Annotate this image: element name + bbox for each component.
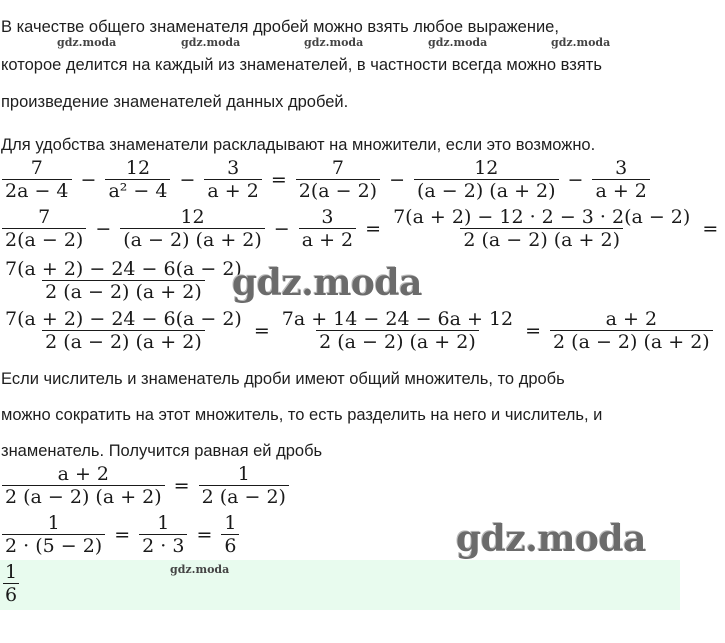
fraction <box>296 157 380 202</box>
equation <box>0 308 715 353</box>
fraction <box>120 206 265 251</box>
numerator: a + 2 <box>605 308 658 330</box>
operator: − <box>567 168 584 191</box>
fraction <box>2 463 165 508</box>
numerator: 1 <box>157 512 170 534</box>
denominator: 2a − 4 <box>2 179 72 202</box>
fraction <box>592 157 649 202</box>
denominator: 2(a − 2) <box>296 179 380 202</box>
numerator: 7 <box>331 157 344 179</box>
watermark: gdz.moda <box>181 36 241 49</box>
numerator: 1 <box>47 512 60 534</box>
text-line: Если числитель и знаменатель дроби имеют общий множитель, то дробь <box>1 370 565 388</box>
denominator: 6 <box>221 534 239 557</box>
fraction <box>279 308 516 353</box>
answer-fraction <box>3 561 19 606</box>
watermark: gdz.moda <box>232 262 422 304</box>
numerator: 12 <box>180 206 205 228</box>
text-line: можно сократить на этот множитель, то есть разделить на него и числитель, и <box>1 406 603 424</box>
numerator: 12 <box>474 157 499 179</box>
numerator: 1 <box>237 463 250 485</box>
watermark: gdz.moda <box>170 563 230 576</box>
numerator: a + 2 <box>57 463 110 485</box>
denominator: 2(a − 2) <box>2 228 86 251</box>
denominator: 2 · (5 − 2) <box>2 534 105 557</box>
denominator: 2 · 3 <box>139 534 187 557</box>
answer-box <box>0 560 680 610</box>
denominator: (a − 2) (a + 2) <box>414 179 559 202</box>
fraction <box>390 206 693 251</box>
denominator: 2 (a − 2) (a + 2) <box>550 330 713 353</box>
fraction <box>299 206 356 251</box>
text-line: В качестве общего знаменателя дробей можно взять любое выражение, <box>1 18 559 36</box>
operator: − <box>179 168 196 191</box>
numerator: 1 <box>224 512 237 534</box>
denominator: 2 (a − 2) (a + 2) <box>42 330 205 353</box>
text-line: которое делится на каждый из знаменателей, в частности всегда можно взять <box>1 56 602 74</box>
operator: − <box>80 168 97 191</box>
fraction <box>221 512 239 557</box>
numerator: 7(a + 2) − 12 · 2 − 3 · 2(a − 2) <box>393 206 691 228</box>
operator: = <box>702 217 719 240</box>
equation <box>0 206 725 251</box>
numerator: 7(a + 2) − 24 − 6(a − 2) <box>5 258 242 280</box>
fraction <box>2 512 105 557</box>
operator: = <box>196 523 213 546</box>
numerator: 7 <box>30 157 43 179</box>
text-line: Для удобства знаменатели раскладывают на множители, если это возможно. <box>1 136 596 154</box>
equation <box>0 258 247 303</box>
numerator: 3 <box>321 206 334 228</box>
operator: = <box>114 523 131 546</box>
operator: − <box>389 168 406 191</box>
denominator: a² − 4 <box>105 179 170 202</box>
text-line: произведение знаменателей данных дробей. <box>1 93 349 111</box>
fraction <box>105 157 170 202</box>
fraction <box>139 512 187 557</box>
numerator: 3 <box>227 157 240 179</box>
operator: − <box>95 217 112 240</box>
numerator: 3 <box>615 157 628 179</box>
numerator: 7a + 14 − 24 − 6a + 12 <box>281 308 514 330</box>
operator: = <box>270 168 287 191</box>
denominator: 2 (a − 2) <box>199 485 289 508</box>
denominator: 6 <box>5 584 18 606</box>
denominator: 2 (a − 2) (a + 2) <box>460 228 623 251</box>
text-line: знаменатель. Получится равная ей дробь <box>1 442 323 460</box>
denominator: a + 2 <box>204 179 261 202</box>
equation <box>0 512 241 557</box>
denominator: 2 (a − 2) (a + 2) <box>42 280 205 303</box>
watermark: gdz.moda <box>551 36 611 49</box>
operator: = <box>365 217 382 240</box>
equation <box>0 463 291 508</box>
operator: = <box>173 474 190 497</box>
watermark: gdz.moda <box>304 36 364 49</box>
equation <box>0 157 652 202</box>
numerator: 1 <box>5 561 18 583</box>
fraction <box>550 308 713 353</box>
fraction <box>199 463 289 508</box>
denominator: 2 (a − 2) (a + 2) <box>2 485 165 508</box>
watermark: gdz.moda <box>57 36 117 49</box>
fraction <box>2 308 245 353</box>
watermark: gdz.moda <box>456 518 646 560</box>
denominator: a + 2 <box>299 228 356 251</box>
fraction <box>2 206 86 251</box>
fraction <box>2 157 72 202</box>
denominator: 2 (a − 2) (a + 2) <box>316 330 479 353</box>
operator: = <box>525 319 542 342</box>
numerator: 7 <box>38 206 51 228</box>
watermark: gdz.moda <box>428 36 488 49</box>
numerator: 12 <box>125 157 151 179</box>
denominator: (a − 2) (a + 2) <box>120 228 265 251</box>
fraction <box>414 157 559 202</box>
fraction <box>204 157 261 202</box>
numerator: 7(a + 2) − 24 − 6(a − 2) <box>5 308 242 330</box>
operator: − <box>273 217 290 240</box>
denominator: a + 2 <box>592 179 649 202</box>
operator: = <box>253 319 270 342</box>
fraction <box>2 258 245 303</box>
